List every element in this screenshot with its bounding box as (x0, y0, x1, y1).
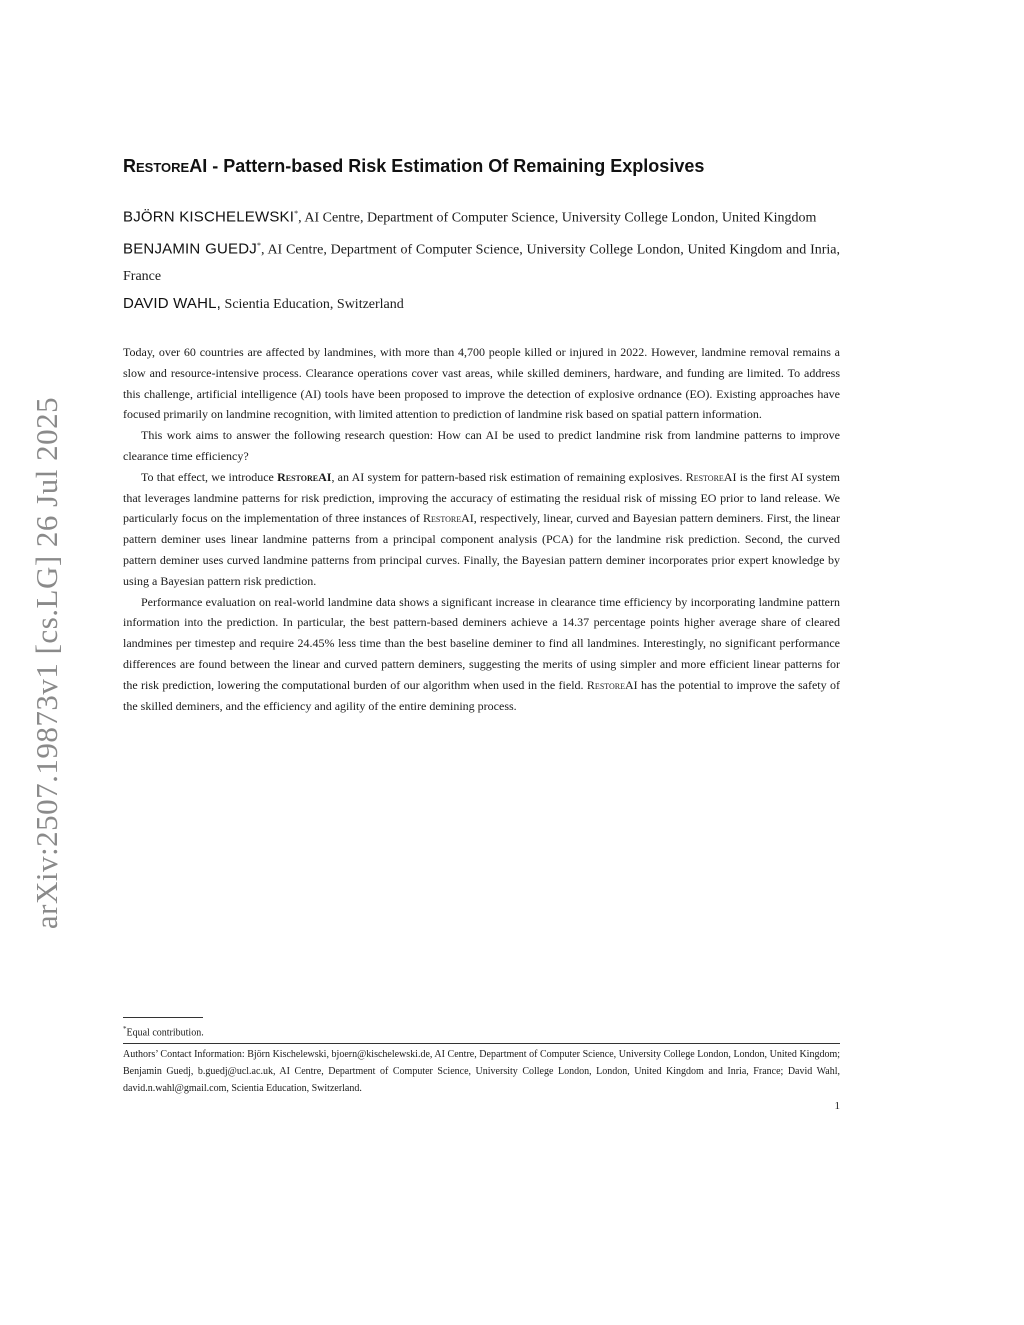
p3-text-a: To that effect, we introduce (141, 469, 278, 484)
p4-system-name: RestoreAI (586, 677, 638, 692)
page-number: 1 (834, 1100, 840, 1112)
author-1-affiliation: , AI Centre, Department of Computer Science, University College London, United Kingdom (298, 210, 817, 226)
arxiv-identifier: arXiv:2507.19873v1 [cs.LG] 26 Jul 2025 (29, 396, 64, 930)
author-3 (123, 290, 840, 318)
abstract-paragraph-4 (123, 592, 840, 717)
p3-text-d: , respectively, linear, curved and Bayesian pattern deminers. First, the linear pattern deminer uses linear landmine patterns from a principal component analysis (PCA) for the landmine risk prediction. Second, the curved pattern deminer uses curved landmine patterns from principal curves. Finally, the Bayesian pattern deminer incorporates prior expert knowledge by using a Bayesian pattern risk prediction. (123, 511, 840, 588)
author-2-name: BENJAMIN GUEDJ (123, 240, 257, 258)
author-1-mark: * (294, 209, 299, 218)
footnote-divider (123, 1017, 203, 1018)
abstract-paragraph-1: Today, over 60 countries are affected by landmines, with more than 4,700 people killed or injured in 2022. However, landmine removal remains a slow and resource-intensive process. Clearance operations cover vast areas, while skilled deminers, hardware, and funding are limited. To address this challenge, artificial intelligence (AI) tools have been proposed to improve the detection of explosive ordnance (EO). Existing approaches have focused primarily on landmine recognition, with limited attention to prediction of landmine risk based on spatial pattern information. (123, 345, 840, 422)
p4-text-a: Performance evaluation on real-world landmine data shows a significant increase in clearance time efficiency by incorporating landmine pattern information into the prediction. In particular, the best pattern-based deminers achieve a 14.37 percentage points higher average share of cleared landmines per timestep and require 24.45% less time than the best baseline deminer to find all landmines. Interestingly, no significant performance differences are found between the linear and curved pattern deminers, suggesting the merits of using simpler and more efficient linear patterns for the risk prediction, lowering the computational burden of our algorithm when used in the field. (123, 594, 840, 692)
abstract-paragraph-3 (123, 467, 840, 592)
p3-system-name-bold: RestoreAI (277, 469, 332, 484)
p3-system-name-2: RestoreAI (423, 511, 474, 526)
author-2-mark: * (256, 240, 261, 250)
author-block (123, 200, 840, 318)
footnote (123, 1022, 840, 1040)
author-2-affiliation: , AI Centre, Department of Computer Science, University College London, United Kingdom and Inria, France (123, 242, 841, 285)
author-1-name: BJÖRN KISCHELEWSKI (123, 208, 295, 226)
title-system-name: RestoreAI (123, 156, 208, 176)
title-rest: - Pattern-based Risk Estimation Of Remaining Explosives (207, 156, 705, 176)
footnote-mark: * (123, 1025, 127, 1033)
footnote-text: Equal contribution. (126, 1027, 204, 1039)
author-3-name: DAVID WAHL, (123, 295, 222, 313)
p3-system-name-1: RestoreAI (685, 469, 737, 484)
author-contact-information: Authors’ Contact Information: Björn Kischelewski, bjoern@kischelewski.de, AI Centre, Department of Computer Science, University College London, London, United Kingdom; Benjamin Guedj, b.guedj@ucl.ac.uk, AI Centre, Department of Computer Science, University College London, London, United Kingdom and Inria, France; David Wahl, david.n.wahl@gmail.com, Scientia Education, Switzerland. (123, 1049, 840, 1095)
arxiv-watermark (29, 378, 64, 948)
abstract (123, 342, 840, 716)
abstract-paragraph-2: This work aims to answer the following research question: How can AI be used to predict landmine risk from landmine patterns to improve clearance time efficiency? (123, 428, 840, 463)
author-1 (123, 200, 840, 232)
p4-text-b: has the potential to improve the safety of the skilled deminers, and the efficiency and agility of the entire demining process. (123, 677, 840, 713)
p3-text-c: is the first AI system that leverages landmine patterns for risk prediction, improving the accuracy of estimating the residual risk of missing EO prior to land release. We particularly focus on the implementation of three instances of (123, 469, 840, 526)
contact-divider (123, 1043, 840, 1044)
p3-text-b: , an AI system for pattern-based risk estimation of remaining explosives. (331, 469, 686, 484)
paper-title (123, 156, 840, 177)
author-3-affiliation: Scientia Education, Switzerland (221, 297, 404, 313)
author-2 (123, 232, 840, 291)
